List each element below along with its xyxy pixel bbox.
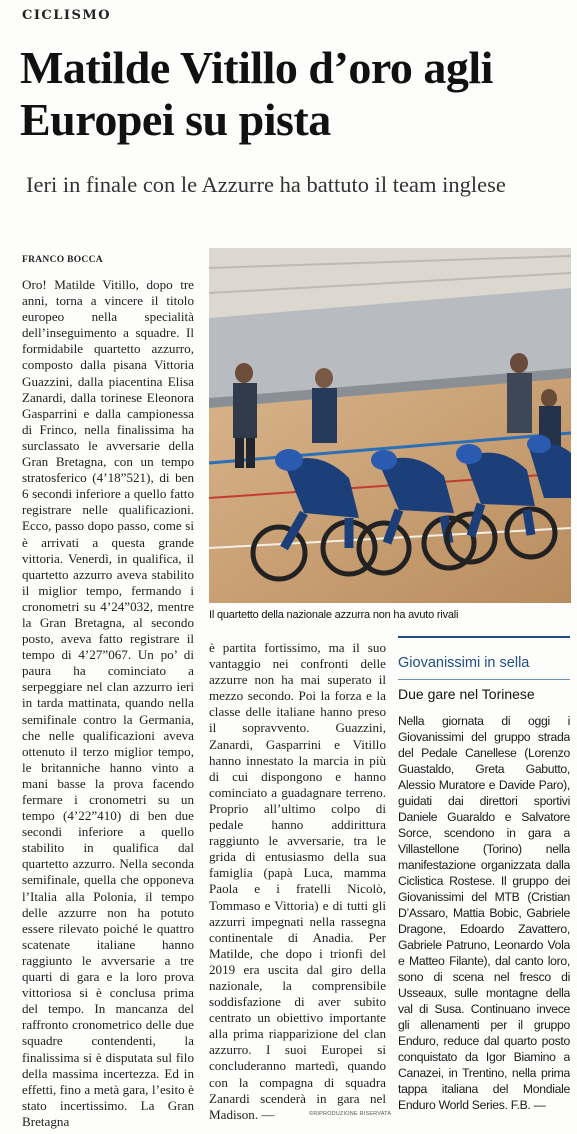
headline: Matilde Vitillo d’oro agli Europei su pista	[20, 42, 493, 145]
sidebar-title: Giovanissimi in sella	[398, 655, 530, 671]
subheadline: Ieri in finale con le Azzurre ha battuto il team inglese	[26, 172, 506, 197]
byline: FRANCO BOCCA	[22, 255, 103, 265]
photo-caption: Il quartetto della nazionale azzurra non ha avuto rivali	[209, 609, 459, 621]
article-body-column-2: è partita fortissimo, ma il suo vantaggio nei confronti delle azzurre non ha mai superato il mezzo secondo. Poi la forza e la classe delle italiane hanno preso il sopravvento. Guazzini, Zanardi, Gasparrini e Vitillo hanno innestato la marcia in più di cui dispongono e hanno cominciato a guadagnare terreno. Proprio all’ultimo colpo di pedale hanno addirittura raggiunto le avversarie, tra le grida di entusiasmo della sua famiglia (papà Luca, mamma Paola e i fratelli Nicolò, Tommaso e Vittoria) e di tutti gli azzurri impegnati nella rassegna continentale di Anadia. Per Matilde, che dopo i trionfi del 2019 era uscita dal giro della nazionale, la comprensibile soddisfazione di aver subito centrato un obiettivo importante alla prima riapparizione del clan azzurro. I suoi Europei si concluderanno martedì, quando con la compagna di squadra Zanardi scenderà in gara nel Madison. —	[209, 640, 386, 1122]
article-photo	[209, 248, 571, 603]
sidebar-subtitle: Due gare nel Torinese	[398, 686, 535, 702]
copyright-credit: ©RIPRODUZIONE RISERVATA	[309, 1111, 392, 1117]
section-label: CICLISMO	[22, 8, 112, 23]
sidebar-divider	[398, 679, 570, 680]
sidebar-top-rule	[398, 636, 570, 638]
sidebar-body: Nella giornata di oggi i Giovanissimi del gruppo strada del Pedale Canellese (Lorenzo Guastaldo, Greta Gabutto, Alessio Muratore e Davide Paro), guidati dai direttori sportivi Daniele Guaraldo e Salvatore Sorce, scendono in gara a Villastellone (Torino) nella manifestazione organizzata dalla Ciclistica Rostese. Il gruppo dei Giovanissimi del MTB (Cristian D’Assaro, Mattia Bobic, Gabriele Dragone, Edoardo Zavattero, Gabriele Patruno, Leonardo Vola e Matteo Filante), dal canto loro, sono di scena nel fresco di Usseaux, sulle montagne della val di Susa. Continuano invece gli allenamenti per il gruppo Enduro, reduce dal quarto posto conquistato da Igor Biamino a Canazei, in Trentino, nella prima tappa italiana del Mondiale Enduro World Series. F.B. —	[398, 714, 570, 1112]
article-body-column-1: Oro! Matilde Vitillo, dopo tre anni, torna a vincere il titolo europeo nella specialità dell’inseguimento a squadre. Il formidabile quartetto azzurro, composto dalla pisana Vittoria Guazzini, dalla piacentina Elisa Zanardi, dalla torinese Eleonora Gasparrini e dalla campionessa di Frinco, nella finalissima ha surclassato le avversarie della Gran Bretagna, con un tempo stratosferico (4’18”521), di ben 6 secondi inferiore a quello fatto registrare nelle qualificazioni. Ecco, passo dopo passo, come si è arrivati a questa grande vittoria. Venerdì, in qualifica, il quartetto azzurro aveva stabilito il miglior tempo, fermando i cronometri su 4’24”032, mentre la Gran Bretagna, al secondo posto, aveva fatto registrare il tempo di 4’27”067. Un po’ di paura ha cominciato a serpeggiare nel clan azzurro ieri in tarda mattinata, quando nella semifinale contro la Germania, che nelle qualificazioni aveva ottenuto il terzo miglior tempo, le britanniche hanno vinto a mani basse la prova facendo fermare i cronometri su un tempo (4’22”410) di ben due secondi inferiore a quello stabilito in qualifica dal quartetto azzurro. Nella seconda semifinale, quella che opponeva l’Italia alla Polonia, il tempo delle azzurre non ha potuto essere rilevato poiché le quattro scatenate italiane hanno raggiunto le avversarie a tre quarti di gara e la loro prova vittoriosa si è conclusa prima del tempo. In mancanza del raffronto cronometrico delle due squadre contendenti, la finalissima si è disputata sul filo della massima incertezza. Ed in effetti, fino a metà gara, l’esito è stato incertissimo. La Gran Bretagna	[22, 277, 194, 1129]
